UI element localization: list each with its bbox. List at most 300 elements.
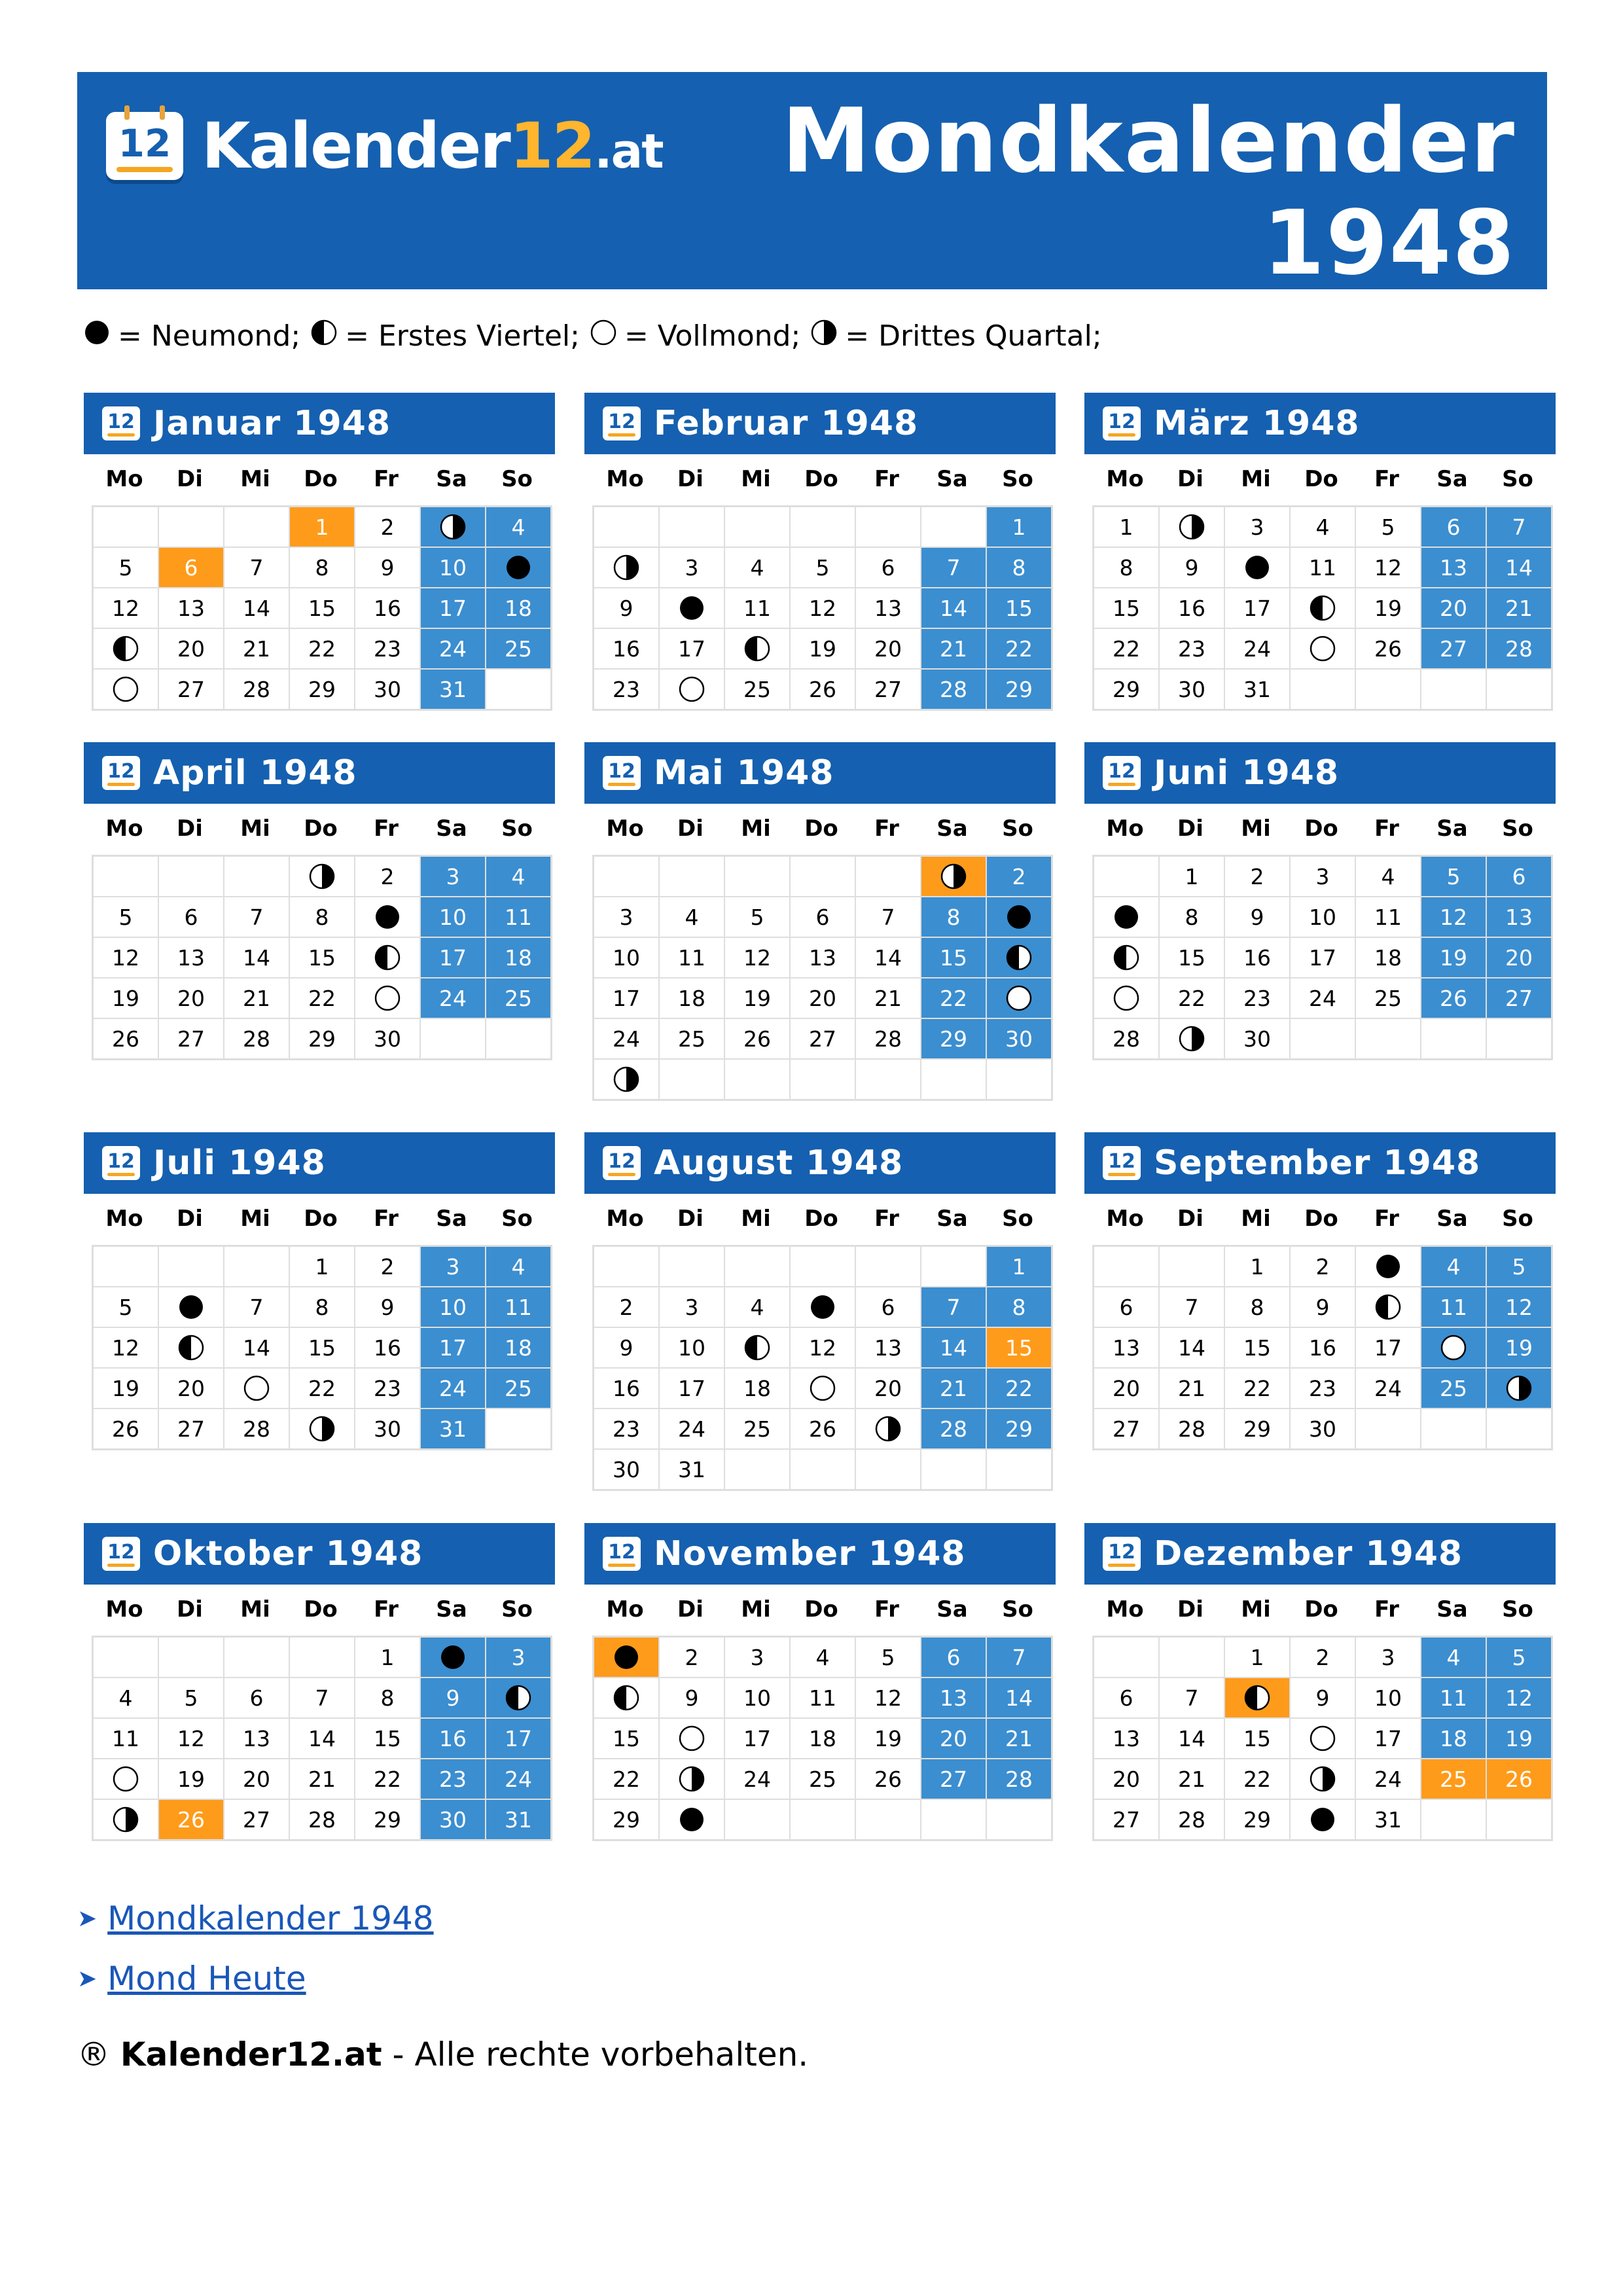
day-cell-full-moon — [660, 670, 724, 709]
full-moon-icon — [113, 676, 139, 702]
third-quarter-icon — [309, 863, 335, 889]
day-cell: 19 — [1421, 938, 1486, 977]
day-cell: 4 — [486, 1247, 550, 1286]
empty-cell — [1094, 1638, 1158, 1677]
empty-cell — [725, 507, 789, 547]
day-cell: 27 — [1094, 1409, 1158, 1448]
day-cell: 17 — [594, 978, 658, 1018]
page-title — [782, 90, 1516, 295]
third-quarter-icon — [1179, 1026, 1205, 1052]
weekday-label: Fr — [374, 816, 399, 842]
day-cell: 21 — [987, 1719, 1051, 1758]
day-cell: 7 — [987, 1638, 1051, 1677]
day-cell: 22 — [290, 978, 354, 1018]
weekday-label: Sa — [936, 1596, 968, 1623]
link-mond-heute[interactable]: Mond Heute — [107, 1960, 306, 1998]
weekday-label: Do — [304, 1206, 338, 1232]
day-cell: 28 — [1487, 629, 1551, 668]
day-cell: 14 — [1160, 1328, 1224, 1367]
calendar-icon: 12 — [1103, 406, 1141, 440]
day-cell: 5 — [1421, 857, 1486, 896]
day-grid — [92, 505, 552, 711]
day-cell-full-moon — [1421, 1328, 1486, 1367]
day-cell: 28 — [1160, 1409, 1224, 1448]
day-cell: 12 — [725, 938, 789, 977]
legend-item — [311, 319, 580, 353]
day-cell: 12 — [94, 588, 158, 628]
legend-item — [590, 319, 800, 353]
empty-cell — [791, 1247, 855, 1286]
day-cell: 20 — [224, 1759, 289, 1799]
day-cell: 2 — [987, 857, 1051, 896]
new-moon-icon — [1244, 554, 1270, 581]
weekday-label: Sa — [936, 466, 968, 492]
day-cell: 23 — [421, 1759, 485, 1799]
new-moon-icon — [84, 319, 118, 353]
day-cell-third-quarter — [1487, 1369, 1551, 1408]
full-moon-icon — [810, 1375, 836, 1401]
day-cell: 29 — [987, 1409, 1051, 1448]
day-cell: 12 — [94, 1328, 158, 1367]
weekday-label: Sa — [436, 816, 467, 842]
weekday-label: Mi — [1241, 816, 1271, 842]
weekday-label: Do — [1304, 816, 1338, 842]
day-cell: 30 — [1291, 1409, 1355, 1448]
new-moon-icon — [1310, 1806, 1336, 1833]
month-header — [584, 1523, 1056, 1585]
day-cell: 17 — [660, 1369, 724, 1408]
day-cell: 5 — [725, 897, 789, 937]
day-cell: 3 — [1225, 507, 1289, 547]
empty-cell — [94, 1638, 158, 1677]
day-cell: 14 — [921, 588, 986, 628]
day-cell: 17 — [660, 629, 724, 668]
day-cell: 9 — [421, 1678, 485, 1717]
day-grid — [592, 1636, 1053, 1841]
legend-label: = Drittes Quartal; — [845, 319, 1102, 353]
weekday-label: Di — [177, 466, 203, 492]
day-cell: 18 — [486, 588, 550, 628]
weekday-label: Di — [1177, 466, 1204, 492]
day-cell: 1 — [1160, 857, 1224, 896]
weekday-label: Mi — [741, 466, 771, 492]
day-cell: 12 — [1487, 1287, 1551, 1327]
day-cell: 26 — [856, 1759, 920, 1799]
day-cell: 18 — [725, 1369, 789, 1408]
day-cell-first-quarter — [94, 629, 158, 668]
day-cell: 24 — [660, 1409, 724, 1448]
day-cell-first-quarter — [725, 629, 789, 668]
day-cell: 14 — [1160, 1719, 1224, 1758]
day-cell: 26 — [1487, 1759, 1551, 1799]
day-cell: 8 — [987, 1287, 1051, 1327]
month-title: Juni 1948 — [1154, 753, 1340, 793]
month-calendar — [584, 742, 1056, 1101]
day-grid — [92, 855, 552, 1060]
day-cell: 25 — [725, 1409, 789, 1448]
day-cell-full-moon — [224, 1369, 289, 1408]
day-cell: 11 — [1421, 1287, 1486, 1327]
day-cell-full-moon — [1291, 1719, 1355, 1758]
month-title: April 1948 — [153, 753, 357, 793]
first-quarter-icon — [1310, 595, 1336, 621]
third-quarter-icon — [613, 1066, 639, 1092]
day-cell: 26 — [159, 1800, 223, 1839]
new-moon-icon — [505, 554, 531, 581]
day-cell: 18 — [486, 1328, 550, 1367]
day-cell: 2 — [1291, 1638, 1355, 1677]
day-cell-first-quarter — [355, 938, 419, 977]
weekday-label: Sa — [1436, 1206, 1468, 1232]
day-cell: 28 — [1160, 1800, 1224, 1839]
third-quarter-icon — [1506, 1375, 1532, 1401]
month-title: Januar 1948 — [153, 404, 391, 443]
weekday-row — [1092, 463, 1556, 495]
weekday-label: Fr — [874, 816, 899, 842]
month-calendar — [584, 1132, 1056, 1491]
day-cell: 20 — [856, 1369, 920, 1408]
legend-label: = Neumond; — [118, 319, 301, 353]
day-cell: 18 — [1421, 1719, 1486, 1758]
weekday-label: So — [1002, 466, 1033, 492]
day-cell: 5 — [791, 548, 855, 587]
page-title-line1: Mondkalender — [781, 90, 1516, 193]
day-cell: 2 — [355, 1247, 419, 1286]
day-cell: 31 — [486, 1800, 550, 1839]
empty-cell — [1487, 1019, 1551, 1058]
day-grid — [92, 1636, 552, 1841]
empty-cell — [486, 670, 550, 709]
weekday-label: Mo — [105, 816, 143, 842]
day-cell: 17 — [1356, 1328, 1420, 1367]
day-cell: 7 — [921, 548, 986, 587]
day-cell: 12 — [791, 1328, 855, 1367]
day-cell: 12 — [856, 1678, 920, 1717]
weekday-label: Di — [677, 1596, 704, 1623]
day-grid — [592, 855, 1053, 1101]
empty-cell — [1094, 1247, 1158, 1286]
empty-cell — [1421, 1800, 1486, 1839]
day-cell: 28 — [224, 1019, 289, 1058]
day-cell: 2 — [355, 857, 419, 896]
month-calendar — [84, 1523, 555, 1841]
day-cell: 27 — [1094, 1800, 1158, 1839]
day-cell: 9 — [1291, 1287, 1355, 1327]
day-cell: 24 — [421, 629, 485, 668]
new-moon-icon — [613, 1644, 639, 1670]
day-cell: 6 — [159, 548, 223, 587]
day-cell: 8 — [290, 897, 354, 937]
day-cell: 2 — [1225, 857, 1289, 896]
weekday-label: Do — [1304, 1596, 1338, 1623]
day-cell: 20 — [1421, 588, 1486, 628]
empty-cell — [987, 1450, 1051, 1489]
day-cell: 5 — [856, 1638, 920, 1677]
day-cell: 6 — [224, 1678, 289, 1717]
weekday-label: Do — [304, 1596, 338, 1623]
day-cell: 6 — [921, 1638, 986, 1677]
month-header — [84, 742, 555, 804]
day-cell: 18 — [486, 938, 550, 977]
empty-cell — [1094, 857, 1158, 896]
day-cell: 27 — [1421, 629, 1486, 668]
day-cell: 27 — [159, 670, 223, 709]
weekday-label: So — [501, 1596, 533, 1623]
moon-phase-legend — [84, 319, 1113, 353]
day-cell: 16 — [1291, 1328, 1355, 1367]
day-cell: 31 — [1225, 670, 1289, 709]
month-header — [84, 1132, 555, 1194]
empty-cell — [421, 1019, 485, 1058]
day-cell: 26 — [725, 1019, 789, 1058]
calendar-icon: 12 — [603, 1146, 641, 1180]
day-cell: 4 — [486, 507, 550, 547]
empty-cell — [1291, 670, 1355, 709]
calendar-icon: 12 — [102, 1537, 140, 1571]
weekday-label: Mo — [606, 1206, 644, 1232]
weekday-label: Do — [1304, 466, 1338, 492]
day-cell: 7 — [1160, 1287, 1224, 1327]
day-cell: 23 — [1225, 978, 1289, 1018]
day-cell: 22 — [290, 1369, 354, 1408]
day-cell: 3 — [1291, 857, 1355, 896]
related-links — [77, 1888, 434, 2009]
empty-cell — [921, 1060, 986, 1099]
day-cell: 6 — [856, 548, 920, 587]
day-cell: 18 — [660, 978, 724, 1018]
weekday-label: Mo — [105, 1206, 143, 1232]
day-cell: 17 — [1356, 1719, 1420, 1758]
day-cell-first-quarter — [725, 1328, 789, 1367]
weekday-label: Do — [304, 466, 338, 492]
day-cell: 22 — [594, 1759, 658, 1799]
weekday-label: So — [501, 816, 533, 842]
day-cell: 9 — [1160, 548, 1224, 587]
day-cell: 29 — [594, 1800, 658, 1839]
day-cell: 30 — [355, 1019, 419, 1058]
day-cell: 15 — [355, 1719, 419, 1758]
weekday-row — [92, 463, 555, 495]
weekday-label: Di — [1177, 1206, 1204, 1232]
day-cell: 17 — [1291, 938, 1355, 977]
day-cell-third-quarter — [660, 1759, 724, 1799]
day-cell: 7 — [224, 548, 289, 587]
day-cell: 4 — [725, 1287, 789, 1327]
first-quarter-icon — [744, 636, 770, 662]
day-cell: 12 — [1421, 897, 1486, 937]
day-cell: 7 — [921, 1287, 986, 1327]
weekday-row — [592, 1203, 1056, 1234]
weekday-label: So — [1502, 816, 1533, 842]
new-moon-icon — [1006, 904, 1032, 930]
day-cell: 5 — [159, 1678, 223, 1717]
empty-cell — [725, 857, 789, 896]
day-cell: 19 — [1487, 1719, 1551, 1758]
footer-brand: Kalender12.at — [120, 2036, 382, 2073]
month-header — [1084, 1132, 1556, 1194]
day-cell: 17 — [486, 1719, 550, 1758]
link-mondkalender[interactable]: Mondkalender 1948 — [107, 1899, 434, 1937]
day-grid — [592, 1245, 1053, 1491]
weekday-label: Mo — [606, 466, 644, 492]
new-moon-icon — [679, 1806, 705, 1833]
empty-cell — [791, 1060, 855, 1099]
day-cell: 30 — [355, 1409, 419, 1448]
day-cell-full-moon — [94, 1759, 158, 1799]
first-quarter-icon — [1375, 1294, 1401, 1320]
empty-cell — [791, 1800, 855, 1839]
day-cell: 25 — [1421, 1369, 1486, 1408]
weekday-label: Di — [677, 816, 704, 842]
link-item — [77, 1948, 434, 2009]
calendar-icon: 12 — [106, 112, 183, 180]
day-cell: 14 — [921, 1328, 986, 1367]
month-header — [584, 1132, 1056, 1194]
month-title: Dezember 1948 — [1154, 1534, 1463, 1573]
weekday-label: So — [501, 1206, 533, 1232]
weekday-label: Sa — [436, 1206, 467, 1232]
month-calendar — [84, 393, 555, 711]
month-calendar — [84, 742, 555, 1060]
empty-cell — [1356, 1409, 1420, 1448]
day-cell: 19 — [856, 1719, 920, 1758]
day-cell: 24 — [486, 1759, 550, 1799]
day-cell: 20 — [856, 629, 920, 668]
full-moon-icon — [590, 319, 624, 353]
calendar-icon: 12 — [603, 406, 641, 440]
day-cell: 13 — [791, 938, 855, 977]
day-cell: 16 — [1225, 938, 1289, 977]
day-cell: 11 — [791, 1678, 855, 1717]
empty-cell — [660, 857, 724, 896]
month-title: Mai 1948 — [654, 753, 834, 793]
third-quarter-icon — [113, 1806, 139, 1833]
day-cell: 3 — [486, 1638, 550, 1677]
day-cell-new-moon — [486, 548, 550, 587]
empty-cell — [921, 507, 986, 547]
day-cell: 7 — [290, 1678, 354, 1717]
day-cell: 3 — [660, 548, 724, 587]
day-cell: 9 — [1225, 897, 1289, 937]
day-cell-new-moon — [987, 897, 1051, 937]
first-quarter-icon — [311, 319, 345, 353]
full-moon-icon — [1006, 985, 1032, 1011]
day-cell: 24 — [1291, 978, 1355, 1018]
day-cell: 23 — [355, 629, 419, 668]
weekday-label: Do — [804, 816, 838, 842]
day-cell: 1 — [1094, 507, 1158, 547]
day-cell: 12 — [1356, 548, 1420, 587]
day-cell: 31 — [421, 670, 485, 709]
third-quarter-icon — [1179, 514, 1205, 540]
day-cell: 9 — [660, 1678, 724, 1717]
weekday-label: Sa — [1436, 466, 1468, 492]
day-cell: 15 — [594, 1719, 658, 1758]
new-moon-icon — [178, 1294, 204, 1320]
day-cell-full-moon — [660, 1719, 724, 1758]
day-cell: 15 — [987, 588, 1051, 628]
day-cell: 21 — [921, 1369, 986, 1408]
day-cell: 25 — [725, 670, 789, 709]
day-cell: 10 — [1356, 1678, 1420, 1717]
page-header — [77, 72, 1547, 295]
day-cell: 21 — [224, 978, 289, 1018]
weekday-label: Sa — [936, 1206, 968, 1232]
empty-cell — [1160, 1247, 1224, 1286]
third-quarter-icon — [309, 1416, 335, 1442]
day-cell: 27 — [791, 1019, 855, 1058]
day-cell: 4 — [660, 897, 724, 937]
day-cell: 19 — [725, 978, 789, 1018]
day-cell-first-quarter — [594, 1678, 658, 1717]
month-header — [584, 393, 1056, 454]
day-cell-full-moon — [791, 1369, 855, 1408]
day-cell: 31 — [421, 1409, 485, 1448]
weekday-row — [92, 1203, 555, 1234]
day-cell: 4 — [1356, 857, 1420, 896]
day-cell-third-quarter — [290, 1409, 354, 1448]
empty-cell — [594, 1247, 658, 1286]
full-moon-icon — [1310, 1725, 1336, 1751]
month-calendar — [1084, 742, 1556, 1060]
day-cell: 6 — [1487, 857, 1551, 896]
day-cell: 21 — [856, 978, 920, 1018]
empty-cell — [594, 857, 658, 896]
weekday-label: Sa — [436, 466, 467, 492]
site-logo[interactable] — [106, 110, 663, 182]
month-title: Februar 1948 — [654, 404, 919, 443]
day-cell: 1 — [290, 1247, 354, 1286]
day-cell: 11 — [1356, 897, 1420, 937]
calendar-icon: 12 — [1103, 1537, 1141, 1571]
day-cell: 26 — [1356, 629, 1420, 668]
day-cell: 27 — [159, 1409, 223, 1448]
day-cell: 4 — [1421, 1247, 1486, 1286]
day-cell: 9 — [355, 1287, 419, 1327]
weekday-label: Mi — [240, 1206, 270, 1232]
full-moon-icon — [1113, 985, 1139, 1011]
day-cell: 23 — [355, 1369, 419, 1408]
day-cell: 19 — [94, 1369, 158, 1408]
legend-item — [84, 319, 300, 353]
day-cell: 13 — [159, 588, 223, 628]
day-cell: 29 — [290, 670, 354, 709]
day-cell: 28 — [290, 1800, 354, 1839]
day-cell: 15 — [290, 938, 354, 977]
day-cell: 24 — [1225, 629, 1289, 668]
day-cell: 7 — [224, 897, 289, 937]
day-cell: 14 — [224, 588, 289, 628]
day-cell: 23 — [594, 670, 658, 709]
day-cell: 1 — [290, 507, 354, 547]
weekday-label: So — [501, 466, 533, 492]
day-cell: 19 — [1487, 1328, 1551, 1367]
day-cell: 29 — [1225, 1800, 1289, 1839]
full-moon-icon — [1310, 636, 1336, 662]
weekday-label: Mi — [1241, 1596, 1271, 1623]
weekday-label: Mo — [1106, 1206, 1144, 1232]
new-moon-icon — [1375, 1253, 1401, 1280]
day-cell-new-moon — [594, 1638, 658, 1677]
day-cell: 9 — [594, 1328, 658, 1367]
day-cell: 8 — [987, 548, 1051, 587]
day-grid — [1092, 1636, 1553, 1841]
day-cell-new-moon — [159, 1287, 223, 1327]
weekday-label: Fr — [874, 466, 899, 492]
empty-cell — [224, 1638, 289, 1677]
day-cell: 30 — [1225, 1019, 1289, 1058]
day-cell: 12 — [791, 588, 855, 628]
